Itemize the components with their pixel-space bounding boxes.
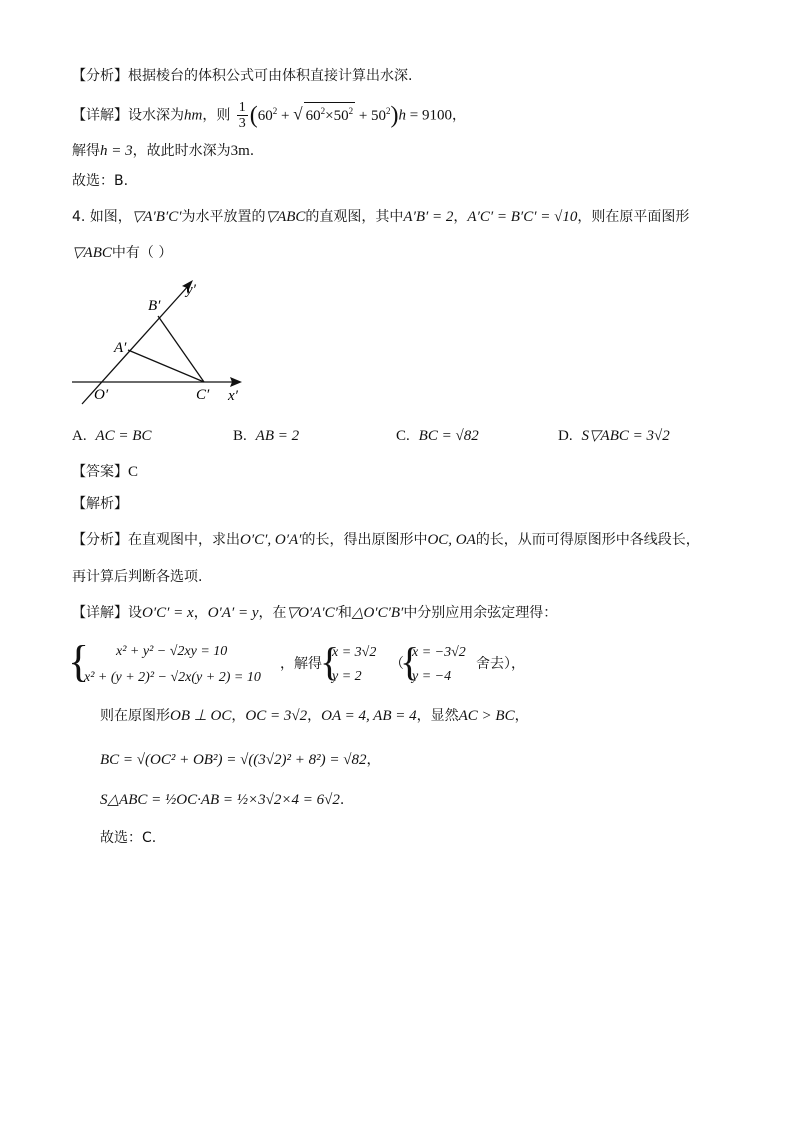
system-eq1: x² + y² − √2xy = 10 [116, 644, 228, 659]
q3-choice: 故选：B. [72, 173, 129, 189]
area-line [100, 790, 344, 810]
solution-x: x = 3√2 [332, 645, 377, 660]
detail-tag: 【详解】 [72, 107, 128, 124]
answer-tag: 【答案】 [72, 464, 128, 480]
q4-analysis-line1 [72, 530, 700, 550]
stem-text: ， [453, 209, 468, 225]
option-text: BC = √82 [418, 428, 479, 444]
stem-text: ，则在原平面图形 [577, 209, 690, 225]
label-o-prime: O′ [94, 387, 109, 403]
solution-brace: { [320, 639, 340, 684]
label-c-prime: C′ [196, 387, 210, 403]
volume-formula: $\frac{1}{3}$ ($60^2$ + √ $60^2\times 50^2 + 50^2)h = 9100$ [238, 100, 453, 131]
option-b [233, 426, 299, 446]
label-x-prime: x′ [228, 388, 238, 404]
math-oa-ab: OA = 4, AB = 4 [321, 708, 417, 724]
orig-text: 则在原图形 [100, 708, 170, 724]
orig-text: ， [307, 708, 322, 724]
detail-text: ， [193, 605, 208, 621]
math-bc-computation: BC = √(OC² + OB²) = √((3√2)² + 8²) = √82 [100, 752, 367, 768]
option-letter: C. [396, 428, 410, 444]
y-axis [82, 284, 190, 404]
option-letter: D. [558, 428, 573, 444]
option-c [396, 426, 479, 446]
orig-text: ， [514, 708, 529, 724]
detail-text: 和 [337, 605, 352, 621]
q4-stem-line1 [72, 207, 689, 227]
analysis-text: 的长，从而可得原图形中各线段长， [475, 532, 700, 548]
q4-detail-line [72, 603, 557, 623]
detail-text: 设 [128, 605, 142, 621]
stem-text: 为水平放置的 [181, 209, 266, 225]
analysis-text: 的长，得出原图形中 [301, 532, 428, 548]
math-area-computation: S△ABC = ½OC·AB = ½×3√2×4 = 6√2 [100, 792, 340, 808]
math-oc-x: O′C′ = x [142, 605, 194, 621]
alt-close: 舍去）， [476, 657, 525, 672]
analysis-tag: 【分析】 [72, 68, 128, 84]
detail-text: ，则 [202, 107, 231, 124]
math-ac-bc-eq: A′C′ = B′C′ = √10 [467, 209, 578, 225]
math-triangle-prime: ▽A′B′C′ [131, 209, 182, 225]
q3-solve-line [72, 141, 254, 161]
q3-analysis-line [72, 66, 412, 86]
alt-open: （ [390, 657, 404, 672]
bc-end: ， [366, 752, 381, 768]
q4-stem-line2 [72, 243, 172, 263]
math-hm: hm [184, 107, 203, 124]
math-triangle: ▽ABC [265, 209, 306, 225]
option-text: AC = BC [95, 428, 152, 444]
label-a-prime: A′ [114, 340, 127, 356]
detail-text: ，在 [258, 605, 287, 621]
stem-text: 的直观图，其中 [305, 209, 404, 225]
option-d [558, 426, 670, 446]
math-triangle: ▽ABC [72, 245, 112, 261]
solve-text: . [249, 143, 255, 159]
math-oa-y: O′A′ = y [207, 605, 259, 621]
label-y-prime: y′ [186, 282, 196, 298]
math-segments-prime: O′C′, O′A′ [240, 532, 302, 548]
math-h-eq: h = 3 [100, 143, 133, 159]
area-end: . [339, 792, 345, 808]
math-triangle-oac: ▽O′A′C′ [286, 605, 338, 621]
stem-text: 中有（ ） [111, 245, 173, 261]
answer-line [72, 462, 138, 482]
fraction-one-third: $\frac{1}{3}$ [238, 100, 246, 131]
detail-text: 中分别应用余弦定理得： [403, 605, 558, 621]
solve-word: ，解得 [280, 657, 322, 672]
stem-text: 4. 如图， [72, 209, 132, 225]
explain-tag: 【解析】 [72, 496, 128, 512]
option-letter: B. [233, 428, 247, 444]
answer-value: C [128, 464, 139, 480]
detail-tag: 【详解】 [72, 605, 128, 621]
detail-text: ， [452, 107, 467, 124]
option-text: AB = 2 [255, 428, 300, 444]
alt-y: y = −4 [412, 669, 452, 684]
math-3m: 3m [230, 143, 250, 159]
option-letter: A. [72, 428, 87, 444]
math-perp: OB ⊥ OC [170, 708, 232, 724]
math-segments: OC, OA [427, 532, 476, 548]
option-a [72, 426, 151, 446]
math-compare: AC > BC [458, 708, 515, 724]
orig-text: ， [231, 708, 246, 724]
analysis-text: 在直观图中，求出 [128, 532, 240, 548]
math-oc: OC = 3√2 [245, 708, 308, 724]
orig-text: ，显然 [416, 708, 459, 724]
option-text: S▽ABC = 3√2 [581, 428, 670, 444]
analysis-tag: 【分析】 [72, 532, 128, 548]
q4-analysis-line2: 再计算后判断各选项. [72, 569, 203, 585]
q3-detail-line [72, 100, 466, 131]
math-ab-eq: A′B′ = 2 [403, 209, 454, 225]
system-eq2: x² + (y + 2)² − √2x(y + 2) = 10 [84, 670, 261, 685]
solve-text: ，故此时水深为 [132, 143, 231, 159]
math-triangle-ocb: △O′C′B′ [351, 605, 404, 621]
alt-x: x = −3√2 [412, 645, 466, 660]
label-b-prime: B′ [148, 298, 161, 314]
system-brace: { [68, 637, 90, 686]
orig-line [100, 706, 529, 726]
solve-text: 解得 [72, 143, 100, 159]
final-choice: 故选：C. [100, 830, 157, 846]
alt-brace: { [400, 639, 420, 684]
analysis-text: 根据棱台的体积公式可由体积直接计算出水深. [128, 68, 413, 84]
solution-y: y = 2 [332, 669, 362, 684]
bc-line [100, 750, 381, 770]
detail-text: 设水深为 [128, 107, 184, 124]
oblique-view-figure [66, 276, 256, 408]
